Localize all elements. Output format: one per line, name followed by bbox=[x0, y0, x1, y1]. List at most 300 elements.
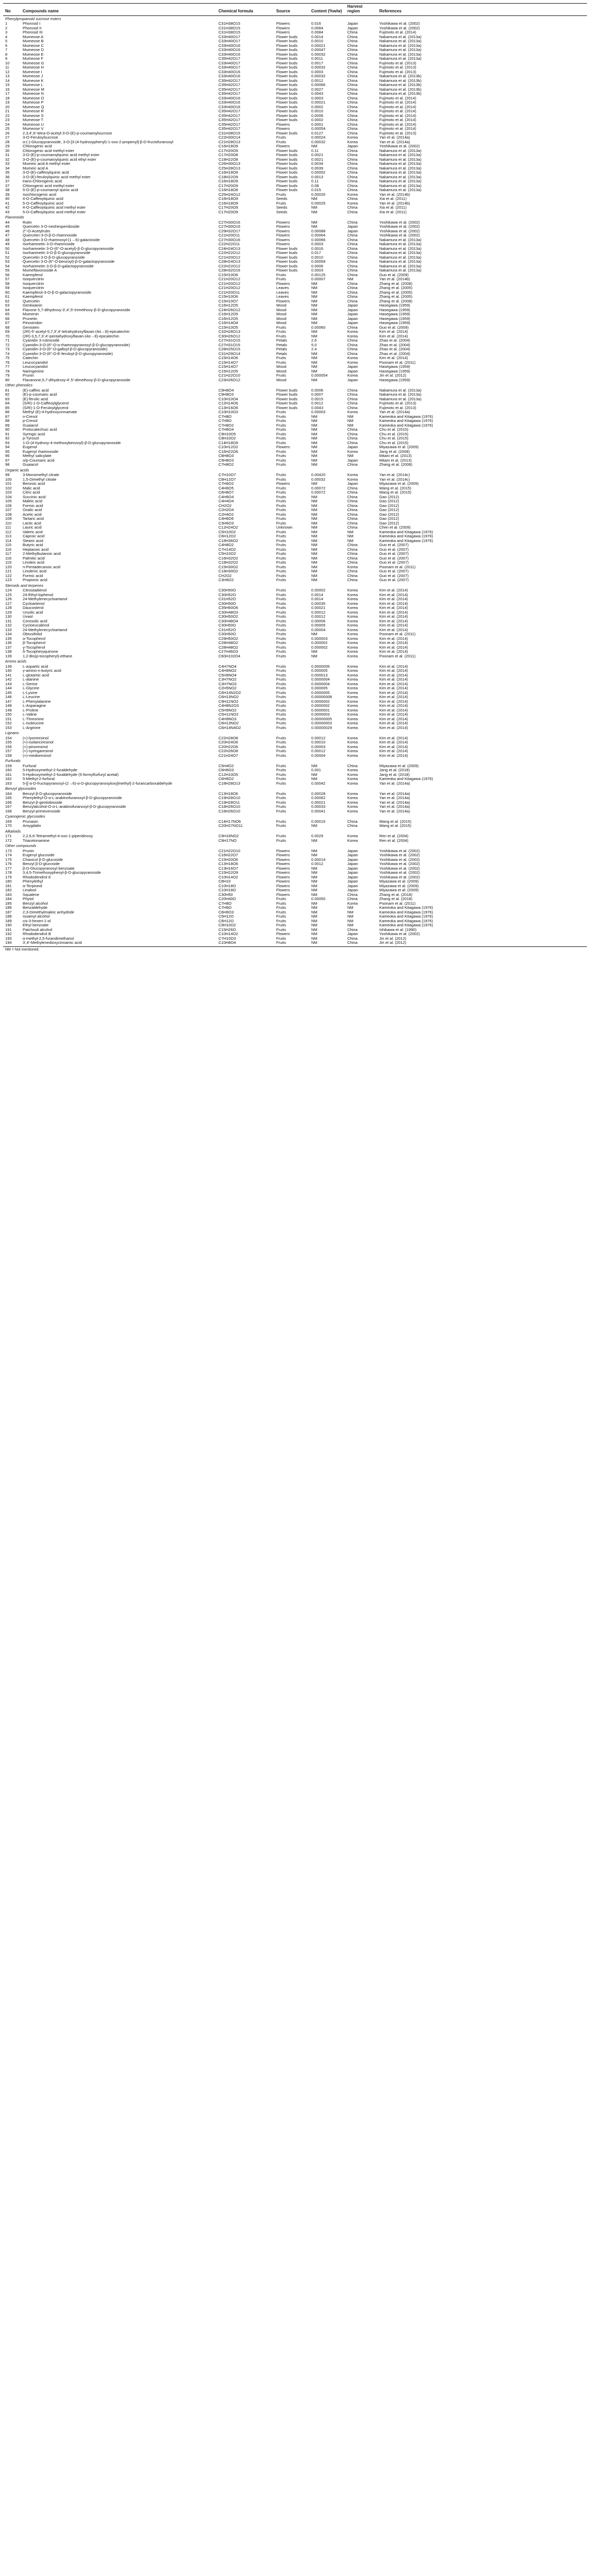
cell-harvest-region: Japan bbox=[347, 321, 358, 326]
cell-harvest-region: China bbox=[347, 264, 358, 268]
cell-reference: Guo et al. (2007) bbox=[379, 556, 409, 561]
cell-harvest-region: China bbox=[347, 153, 358, 158]
cell-compound-name: Oxalic acid bbox=[23, 508, 42, 513]
cell-harvest-region: China bbox=[347, 30, 358, 35]
cell-harvest-region: China bbox=[345, 941, 377, 946]
cell-chemical-formula: C31H38O15 bbox=[218, 30, 241, 35]
cell-compound-name: Catechin bbox=[23, 356, 38, 361]
cell-source: Fruits bbox=[276, 781, 286, 786]
cell-reference: Nakamura et al. (2013a) bbox=[379, 238, 422, 242]
cell-source: Fruits bbox=[276, 927, 286, 932]
cell-chemical-formula: C30H50O bbox=[218, 632, 236, 637]
cell-reference: Yoshikawa et al. (2002) bbox=[379, 229, 420, 233]
cell-reference: Yoshikawa et al. (2002) bbox=[379, 866, 420, 871]
cell-no: 40 bbox=[5, 197, 10, 201]
table-row bbox=[3, 673, 587, 678]
cell-source: Fruits bbox=[276, 601, 286, 606]
cell-source: Flowers bbox=[276, 884, 290, 888]
cell-reference: Kim et al. (2014) bbox=[379, 736, 408, 740]
cell-no: 99 bbox=[5, 473, 10, 478]
cell-no: 84 bbox=[5, 401, 10, 406]
cell-reference: Chen et al. (2009) bbox=[379, 526, 411, 530]
cell-chemical-formula: C29H50O2 bbox=[218, 636, 238, 641]
cell-source: Flower buds bbox=[276, 109, 298, 114]
cell-chemical-formula: C35H42O17 bbox=[218, 127, 241, 131]
cell-reference: Kim et al. (2014) bbox=[379, 695, 408, 700]
cell-compound-name: Linalool bbox=[23, 888, 37, 893]
cell-no: 143 bbox=[5, 682, 12, 686]
cell-source: Fruits bbox=[276, 772, 286, 777]
cell-harvest-region: Korea bbox=[347, 356, 358, 361]
column-header-content: Content (%w/w) bbox=[309, 4, 345, 16]
cell-harvest-region: NM bbox=[347, 534, 353, 539]
cell-chemical-formula: C6H14N4O2 bbox=[218, 725, 241, 730]
table-row bbox=[3, 229, 587, 234]
cell-content: 0.08 bbox=[311, 183, 319, 188]
cell-harvest-region: Japan bbox=[347, 458, 358, 463]
table-row bbox=[3, 100, 587, 105]
cell-chemical-formula: C21H22O10 bbox=[218, 374, 241, 378]
cell-compound-name: Mumeose S bbox=[23, 113, 44, 118]
cell-compound-name: Flavone 5,7-dihydroxy-3′,4′,5′-trimethoxy-β-D-glucopyranoside bbox=[23, 308, 130, 312]
cell-harvest-region: Korea bbox=[347, 677, 358, 682]
cell-compound-name: Corosolic acid bbox=[23, 619, 47, 623]
cell-reference: Wang et al. (2015) bbox=[379, 486, 412, 490]
cell-reference: Kim et al. (2014) bbox=[379, 677, 408, 682]
cell-content: 0.00000003 bbox=[311, 721, 332, 726]
cell-chemical-formula: C16H18O9 bbox=[218, 179, 238, 184]
cell-source: Flower buds bbox=[276, 57, 298, 61]
table-row bbox=[3, 256, 587, 260]
cell-source: Flowers bbox=[276, 242, 290, 247]
cell-compound-name: Benzyl-primeveroside bbox=[23, 809, 61, 814]
cell-compound-name: Kaempferol bbox=[23, 295, 43, 299]
cell-no: 24 bbox=[5, 122, 10, 127]
cell-no: 60 bbox=[5, 290, 10, 295]
cell-compound-name: 24-Methylenecycloartanol bbox=[23, 628, 68, 632]
cell-source: Fruits bbox=[276, 508, 286, 513]
cell-compound-name: β-D-Glucopyranosyl benzoate bbox=[23, 866, 75, 871]
cell-no: 88 bbox=[5, 419, 10, 423]
cell-source: Flowers bbox=[276, 30, 290, 35]
cell-source: Fruits bbox=[276, 565, 286, 569]
cell-no: 53 bbox=[5, 260, 10, 264]
cell-content: 0.0003 bbox=[311, 96, 324, 100]
table-row bbox=[3, 782, 587, 786]
cell-source: Fruits bbox=[276, 805, 286, 809]
category-title: Organic acids bbox=[5, 467, 29, 472]
cell-reference: Jang et al. (2018) bbox=[379, 772, 410, 777]
cell-harvest-region: NM bbox=[347, 454, 353, 459]
cell-chemical-formula: C3H7NO3 bbox=[218, 682, 237, 686]
cell-no: 125 bbox=[5, 592, 12, 597]
cell-no: 44 bbox=[5, 220, 10, 225]
cell-compound-name: (+)-syringaresinol bbox=[23, 749, 53, 754]
cell-reference: Yoshikawa et al. (2002) bbox=[379, 862, 420, 867]
cell-reference: Zhang et al. (2018) bbox=[379, 897, 413, 902]
cell-content: NM bbox=[311, 316, 317, 321]
cell-source: Flower buds bbox=[276, 87, 298, 92]
cell-no: 100 bbox=[5, 477, 12, 482]
table-row bbox=[3, 796, 587, 801]
cell-content: NM bbox=[311, 210, 317, 214]
cell-harvest-region: Korea bbox=[347, 695, 358, 700]
cell-no: 111 bbox=[5, 526, 11, 530]
cell-harvest-region: Korea bbox=[347, 725, 358, 730]
cell-no: 34 bbox=[5, 166, 10, 171]
cell-harvest-region: China bbox=[347, 238, 358, 242]
cell-no: 114 bbox=[5, 538, 12, 543]
cell-harvest-region: Korea bbox=[347, 740, 358, 745]
cell-content: 0.0012 bbox=[311, 401, 324, 406]
table-row bbox=[3, 441, 587, 446]
cell-compound-name: n-Pentadecanoic acid bbox=[23, 565, 61, 569]
cell-chemical-formula: C28H32O16 bbox=[218, 268, 241, 273]
cell-harvest-region: China bbox=[347, 220, 358, 225]
cell-chemical-formula: C31H38O15 bbox=[218, 131, 241, 135]
cell-no: 51 bbox=[5, 251, 10, 256]
cell-no: 23 bbox=[5, 118, 10, 123]
cell-reference: Yoshikawa et al. (2002) bbox=[379, 22, 420, 26]
cell-no: 37 bbox=[5, 183, 10, 188]
cell-reference: Zhang et al. (2008) bbox=[379, 281, 413, 286]
cell-harvest-region: China bbox=[347, 65, 358, 70]
cell-chemical-formula: C30H50O2 bbox=[218, 615, 238, 619]
table-row bbox=[3, 268, 587, 273]
cell-harvest-region: China bbox=[347, 43, 358, 48]
cell-no: 14 bbox=[5, 78, 10, 83]
cell-reference: Kim et al. (2014) bbox=[379, 669, 408, 673]
cell-reference: Nakamura et al. (2013a) bbox=[379, 255, 422, 260]
cell-content: 0.0014 bbox=[311, 592, 324, 597]
cell-chemical-formula: C5H10O2 bbox=[218, 530, 236, 534]
cell-harvest-region: China bbox=[347, 251, 358, 256]
cell-content: 0.0015 bbox=[311, 397, 324, 401]
cell-reference: Yoshikawa et al. (2002) bbox=[379, 857, 420, 862]
cell-content: NM bbox=[311, 824, 317, 828]
cell-chemical-formula: C18H28O13 bbox=[218, 781, 241, 786]
cell-harvest-region: China bbox=[347, 543, 358, 548]
cell-compound-name: Squalene bbox=[23, 892, 40, 897]
cell-source: Flowers bbox=[276, 888, 290, 893]
cell-harvest-region: Korea bbox=[347, 615, 358, 619]
category-row bbox=[3, 658, 587, 665]
table-row bbox=[3, 695, 587, 700]
cell-no: 149 bbox=[5, 708, 12, 713]
cell-harvest-region: China bbox=[347, 552, 358, 556]
cell-content: 0.000005 bbox=[311, 686, 328, 691]
table-row bbox=[3, 343, 587, 348]
cell-reference: Poonam et al. (2011) bbox=[379, 360, 416, 365]
cell-harvest-region: China bbox=[347, 109, 358, 114]
cell-content: 0.0003 bbox=[311, 70, 324, 74]
cell-chemical-formula: C7H14O2 bbox=[218, 547, 236, 552]
cell-source: Fruits bbox=[276, 192, 286, 197]
cell-compound-name: Benzaldehyde bbox=[23, 906, 48, 910]
cell-chemical-formula: C22H28O8 bbox=[218, 736, 238, 740]
cell-content: NM bbox=[309, 941, 345, 946]
cell-compound-name: Eugenol bbox=[23, 445, 37, 450]
cell-content: 0.00088 bbox=[311, 229, 326, 233]
cell-harvest-region: Japan bbox=[347, 888, 358, 893]
cell-content: NM bbox=[311, 299, 317, 303]
cell-content: 0.0012 bbox=[311, 862, 324, 867]
cell-content: NM bbox=[311, 561, 317, 565]
cell-source: Fruits bbox=[276, 721, 286, 726]
cell-chemical-formula: C7H10O7 bbox=[218, 473, 236, 478]
cell-content: 0.00072 bbox=[311, 486, 326, 490]
cell-chemical-formula: C33H40O16 bbox=[218, 74, 241, 79]
cell-harvest-region: China bbox=[347, 78, 358, 83]
cell-reference: Nakamura et al. (2013a) bbox=[379, 162, 422, 166]
cell-chemical-formula: C6H14N2O2 bbox=[218, 690, 241, 695]
cell-reference: Guo et al. (2007) bbox=[379, 573, 409, 578]
cell-reference: Zhao et al. (2004) bbox=[379, 347, 410, 352]
cell-reference: Nakamura et al. (2013a) bbox=[379, 52, 422, 57]
cell-chemical-formula: C19H28O11 bbox=[218, 800, 240, 805]
cell-reference: Poonam et al. (2011) bbox=[379, 565, 416, 569]
cell-content: 0.0012 bbox=[311, 78, 324, 83]
cell-no: 136 bbox=[5, 641, 12, 646]
cell-no: 21 bbox=[5, 109, 10, 114]
cell-reference: Wang et al. (2015) bbox=[379, 490, 412, 495]
table-row bbox=[3, 517, 587, 521]
cell-content: NM bbox=[311, 144, 317, 149]
cell-reference: Nakamura et al. (2013a) bbox=[379, 48, 422, 53]
cell-harvest-region: NM bbox=[347, 910, 353, 914]
cell-content: 0.000002 bbox=[311, 645, 328, 650]
cell-content: NM bbox=[311, 892, 317, 897]
cell-harvest-region: China bbox=[347, 255, 358, 260]
cell-chemical-formula: C30H50O bbox=[218, 623, 236, 628]
table-row bbox=[3, 149, 587, 154]
cell-harvest-region: China bbox=[347, 343, 358, 347]
cell-compound-name: Flavanone,5,7-dihydroxy-4′,5′-dimethoxy-β-D-glucopyranoside bbox=[23, 378, 130, 382]
cell-source: Fruits bbox=[276, 356, 286, 361]
cell-no: 188 bbox=[5, 914, 12, 919]
cell-reference: Wang et al. (2015) bbox=[379, 819, 412, 824]
cell-harvest-region: China bbox=[347, 440, 358, 445]
cell-no: 193 bbox=[5, 936, 12, 941]
cell-harvest-region: China bbox=[347, 436, 358, 441]
cell-chemical-formula: C20H22O6 bbox=[218, 744, 238, 749]
table-row bbox=[3, 423, 587, 428]
cell-source: Flowers bbox=[276, 144, 290, 149]
cell-compound-name: Linoleic acid bbox=[23, 561, 44, 565]
cell-content: 0.0084 bbox=[311, 30, 324, 35]
cell-no: 45 bbox=[5, 225, 10, 229]
cell-source: Flowers bbox=[276, 233, 290, 238]
cell-reference: Kim et al. (2014) bbox=[379, 725, 408, 730]
cell-source: Fruits bbox=[276, 499, 286, 504]
cell-compound-name: α-Tocopherol bbox=[23, 636, 46, 641]
cell-harvest-region: China bbox=[347, 927, 358, 932]
cell-chemical-formula: C17H20O9 bbox=[218, 206, 238, 210]
cell-chemical-formula: C4H6O5 bbox=[218, 486, 234, 490]
cell-reference: Guo et al. (2009) bbox=[379, 325, 409, 330]
cell-no: 186 bbox=[5, 906, 12, 910]
cell-harvest-region: China bbox=[347, 569, 358, 574]
cell-reference: Nakamura et al. (2013a) bbox=[379, 153, 422, 158]
cell-content: 0.11 bbox=[311, 148, 319, 153]
cell-compound-name: Quercetin bbox=[23, 299, 40, 303]
cell-harvest-region: China bbox=[347, 351, 358, 356]
cell-harvest-region: Korea bbox=[347, 135, 358, 140]
cell-compound-name: Quercetin 3-O-rhamnosyl-(1→6)-galactoside bbox=[23, 238, 100, 242]
cell-compound-name: 3-O-(E)-p-coumaroylquinic acid ethyl ester bbox=[23, 157, 96, 162]
cell-content: NM bbox=[311, 351, 317, 356]
cell-compound-name: Phenylethyl-O-α-L-arabinofuranosyl-β-D-glucopyranoside bbox=[23, 796, 122, 801]
cell-no: 164 bbox=[5, 791, 12, 796]
cell-source: Fruits bbox=[276, 503, 286, 508]
cell-reference: Yoshikawa et al. (2002) bbox=[379, 26, 420, 30]
cell-source: Fruits bbox=[276, 809, 286, 814]
cell-no: 172 bbox=[5, 838, 12, 843]
cell-source: Fruits bbox=[276, 690, 286, 695]
cell-source: Flowers bbox=[276, 871, 290, 875]
cell-source: Fruits bbox=[276, 636, 286, 641]
cell-reference: Kameoka and Kitagawa (1976) bbox=[379, 423, 433, 428]
cell-content: NM bbox=[311, 356, 317, 361]
cell-compound-name: L-Valine bbox=[23, 713, 37, 717]
cell-reference: Yan et al. (2014a) bbox=[379, 796, 410, 801]
cell-chemical-formula: C8H8O3 bbox=[218, 454, 234, 459]
cell-content: NM bbox=[311, 906, 317, 910]
table-row bbox=[3, 871, 587, 875]
cell-no: 163 bbox=[5, 781, 12, 786]
cell-content: NM bbox=[311, 286, 317, 291]
cell-reference: Gao (2012) bbox=[379, 508, 399, 513]
cell-compound-name: Rhododendrol 8 bbox=[23, 875, 51, 879]
cell-harvest-region: China bbox=[347, 96, 358, 100]
cell-reference: Hasegawa (1959) bbox=[379, 365, 410, 369]
cell-compound-name: Benzyl β-D-glucoside bbox=[23, 862, 60, 867]
cell-compound-name: (S/R)-1-O-Feruloylglycerol bbox=[23, 405, 69, 410]
cell-chemical-formula: C18H22O9 bbox=[218, 175, 238, 179]
cell-chemical-formula: C27H30O16 bbox=[218, 238, 241, 242]
cell-chemical-formula: C4H6O6 bbox=[218, 517, 234, 521]
cell-no: 11 bbox=[5, 65, 9, 70]
cell-harvest-region: Korea bbox=[347, 654, 358, 658]
cell-no: 66 bbox=[5, 316, 10, 321]
cell-source: Unknown bbox=[276, 526, 293, 530]
cell-harvest-region: NM bbox=[347, 919, 353, 923]
cell-compound-name: L-Proline bbox=[23, 708, 39, 713]
cell-reference: Hasegawa (1959) bbox=[379, 312, 410, 317]
cell-content: 0.00003 bbox=[311, 744, 326, 749]
cell-content: 2.4 bbox=[311, 347, 317, 352]
cell-no: 58 bbox=[5, 281, 10, 286]
category-title: Flavonoids bbox=[5, 215, 24, 220]
cell-chemical-formula: C26H30O13 bbox=[218, 162, 241, 166]
table-row bbox=[3, 884, 587, 889]
cell-no: 15 bbox=[5, 83, 10, 88]
cell-chemical-formula: C10H10O3 bbox=[218, 410, 238, 415]
cell-reference: Kim et al. (2014) bbox=[379, 673, 408, 677]
cell-content: NM bbox=[311, 503, 317, 508]
cell-chemical-formula: C21H20O11 bbox=[218, 290, 240, 295]
cell-content: 0.0003 bbox=[311, 242, 324, 247]
cell-source: Fruits bbox=[276, 556, 286, 561]
cell-content: NM bbox=[311, 445, 317, 450]
table-row bbox=[3, 206, 587, 210]
cell-compound-name: Chavicol β-D-glucoside bbox=[23, 857, 63, 862]
cell-source: Wood bbox=[276, 369, 286, 374]
cell-reference: Kim et al. (2014) bbox=[379, 619, 408, 623]
cell-content: 0.017 bbox=[311, 251, 322, 256]
cell-no: 6 bbox=[5, 43, 8, 48]
cell-no: 54 bbox=[5, 264, 10, 268]
cell-harvest-region: NM bbox=[347, 530, 353, 534]
cell-content: 0.00000005 bbox=[311, 717, 332, 721]
cell-harvest-region: NM bbox=[347, 906, 353, 910]
cell-compound-name: Mumeose E bbox=[23, 52, 44, 57]
cell-reference: Guo et al. (2009) bbox=[379, 273, 409, 277]
cell-compound-name: Isoamyl alcohol bbox=[23, 914, 50, 919]
cell-harvest-region: Korea bbox=[347, 736, 358, 740]
cell-source: Fruits bbox=[276, 838, 286, 843]
cell-content: NM bbox=[311, 849, 317, 853]
table-row bbox=[3, 565, 587, 570]
cell-no: 139 bbox=[5, 654, 12, 658]
table-row bbox=[3, 39, 587, 44]
cell-harvest-region: Korea bbox=[347, 601, 358, 606]
cell-harvest-region: China bbox=[347, 347, 358, 352]
cell-source: Petals bbox=[276, 347, 288, 352]
cell-content: 0.00047 bbox=[311, 48, 326, 53]
cell-harvest-region: Korea bbox=[347, 140, 358, 144]
cell-source: Fruits bbox=[276, 834, 286, 839]
cell-no: 89 bbox=[5, 423, 10, 428]
cell-chemical-formula: C15H30O2 bbox=[218, 565, 238, 569]
cell-compound-name: (E)-ferulic acid bbox=[23, 397, 48, 401]
category-row bbox=[3, 730, 587, 736]
cell-source: Flower buds bbox=[276, 96, 298, 100]
cell-source: Fruits bbox=[276, 717, 286, 721]
cell-source: Fruits bbox=[276, 463, 286, 467]
cell-chemical-formula: C21H24O7 bbox=[218, 753, 238, 758]
cell-reference: Wang et al. (2015) bbox=[379, 824, 412, 828]
cell-no: 152 bbox=[5, 721, 12, 726]
cell-compound-name: Benzoic acid bbox=[23, 482, 45, 486]
table-row bbox=[3, 853, 587, 858]
cell-source: Flowers bbox=[276, 445, 290, 450]
cell-source: Flower buds bbox=[276, 61, 298, 65]
table-row bbox=[3, 193, 587, 197]
cell-compound-name: L-Arginine bbox=[23, 725, 41, 730]
table-row bbox=[3, 454, 587, 459]
cell-reference: Yoshikawa et al. (2002) bbox=[379, 220, 420, 225]
cell-chemical-formula: C2H2O4 bbox=[218, 508, 234, 513]
cell-harvest-region: China bbox=[347, 157, 358, 162]
cell-no: 116 bbox=[5, 547, 12, 552]
cell-compound-name: Isoquercitrin bbox=[23, 281, 44, 286]
cell-harvest-region: China bbox=[347, 388, 358, 393]
cell-content: 0.00042 bbox=[311, 781, 326, 786]
cell-harvest-region: China bbox=[347, 764, 358, 768]
cell-content: NM bbox=[311, 919, 317, 923]
cell-compound-name: Syringic acid bbox=[23, 432, 45, 436]
cell-harvest-region: China bbox=[347, 428, 358, 432]
cell-chemical-formula: C8H10O2 bbox=[218, 436, 236, 441]
cell-content: NM bbox=[311, 875, 317, 879]
table-row bbox=[3, 682, 587, 687]
cell-chemical-formula: C15H10O5 bbox=[218, 325, 238, 330]
cell-chemical-formula: C30H50O bbox=[218, 601, 236, 606]
cell-no: 105 bbox=[5, 499, 12, 504]
cell-source: Fruits bbox=[276, 521, 286, 526]
cell-no: 122 bbox=[5, 573, 12, 578]
